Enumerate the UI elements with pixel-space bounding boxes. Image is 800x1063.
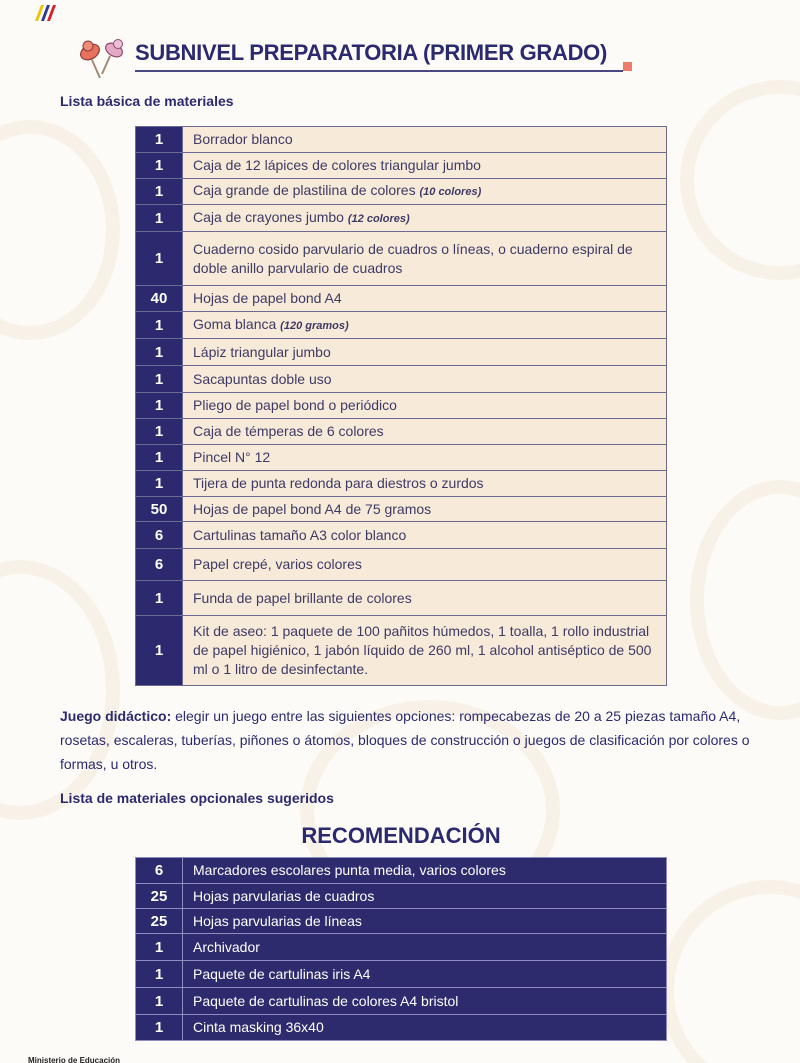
quantity-cell: 6 [136, 858, 183, 884]
quantity-cell: 1 [136, 153, 183, 179]
table-row [136, 1015, 667, 1041]
description-cell: Sacapuntas doble uso [183, 366, 667, 393]
table-row [136, 961, 667, 988]
table-row [136, 445, 667, 471]
table-row [136, 909, 667, 934]
description-cell: Hojas de papel bond A4 de 75 gramos [183, 497, 667, 522]
table-row [136, 522, 667, 549]
table-row [136, 581, 667, 616]
push-pins-icon [78, 36, 128, 80]
title-underline [135, 70, 623, 72]
background-pattern [0, 120, 120, 340]
table-row [136, 205, 667, 232]
description-cell: Cuaderno cosido parvulario de cuadros o líneas, o cuaderno espiral de doble anillo parvulario de cuadros [183, 232, 667, 286]
description-cell: Cinta masking 36x40 [183, 1015, 667, 1041]
quantity-cell: 1 [136, 471, 183, 497]
quantity-cell: 6 [136, 549, 183, 581]
table-row [136, 934, 667, 961]
description-cell: Funda de papel brillante de colores [183, 581, 667, 616]
quantity-cell: 1 [136, 312, 183, 339]
quantity-cell: 1 [136, 988, 183, 1015]
description-cell: Pliego de papel bond o periódico [183, 393, 667, 419]
table-row [136, 858, 667, 884]
quantity-cell: 25 [136, 909, 183, 934]
description-cell: Tijera de punta redonda para diestros o zurdos [183, 471, 667, 497]
description-cell: Lápiz triangular jumbo [183, 339, 667, 366]
table-row [136, 497, 667, 522]
description-cell: Hojas parvularias de cuadros [183, 884, 667, 909]
quantity-cell: 1 [136, 127, 183, 153]
background-pattern [0, 560, 120, 820]
optional-materials-table [135, 857, 667, 1041]
table-row [136, 127, 667, 153]
description-cell: Marcadores escolares punta media, varios colores [183, 858, 667, 884]
table-row [136, 616, 667, 686]
table-row [136, 471, 667, 497]
quantity-cell: 1 [136, 961, 183, 988]
quantity-cell: 40 [136, 286, 183, 312]
table-row [136, 419, 667, 445]
table-row [136, 286, 667, 312]
table-row [136, 339, 667, 366]
quantity-cell: 1 [136, 366, 183, 393]
description-cell: Paquete de cartulinas de colores A4 bristol [183, 988, 667, 1015]
description-cell: Hojas parvularias de líneas [183, 909, 667, 934]
description-cell: Archivador [183, 934, 667, 961]
background-pattern [660, 880, 800, 1063]
note-text: (12 colores) [347, 212, 410, 225]
table-row [136, 988, 667, 1015]
quantity-cell: 1 [136, 581, 183, 616]
quantity-cell: 6 [136, 522, 183, 549]
quantity-cell: 25 [136, 884, 183, 909]
description-cell: Pincel N° 12 [183, 445, 667, 471]
description-cell: Caja de crayones jumbo (12 colores) [183, 205, 667, 232]
quantity-cell: 1 [136, 205, 183, 232]
description-cell: Caja grande de plastilina de colores (10 colores) [183, 179, 667, 205]
quantity-cell: 1 [136, 934, 183, 961]
description-cell: Caja de témperas de 6 colores [183, 419, 667, 445]
quantity-cell: 1 [136, 232, 183, 286]
table-row [136, 393, 667, 419]
juego-text: elegir un juego entre las siguientes opciones: rompecabezas de 20 a 25 piezas tamaño A4, rosetas, escaleras, tuberías, piñones o átomos, bloques de construcción o juegos de clasificación por colores o formas, u otros. [60, 708, 750, 772]
page-title: SUBNIVEL PREPARATORIA (PRIMER GRADO) [135, 40, 608, 65]
description-cell: Kit de aseo: 1 paquete de 100 pañitos húmedos, 1 toalla, 1 rollo industrial de papel higiénico, 1 jabón líquido de 260 ml, 1 alcohol antiséptico de 500 ml o 1 litro de desinfectante. [183, 616, 667, 686]
description-cell: Borrador blanco [183, 127, 667, 153]
description-cell: Hojas de papel bond A4 [183, 286, 667, 312]
description-cell: Papel crepé, varios colores [183, 549, 667, 581]
description-cell: Paquete de cartulinas iris A4 [183, 961, 667, 988]
background-pattern [680, 80, 800, 280]
footer-ministry-text: Ministerio de Educación [28, 1056, 121, 1063]
quantity-cell: 1 [136, 179, 183, 205]
juego-label: Juego didáctico: [60, 708, 172, 724]
description-cell: Cartulinas tamaño A3 color blanco [183, 522, 667, 549]
optional-list-label: Lista de materiales opcionales sugeridos [60, 790, 334, 806]
recommendation-title: RECOMENDACIÓN [301, 823, 501, 848]
quantity-cell: 50 [136, 497, 183, 522]
quantity-cell: 1 [136, 616, 183, 686]
note-text: (120 gramos) [280, 319, 349, 332]
description-cell: Caja de 12 lápices de colores triangular jumbo [183, 153, 667, 179]
quantity-cell: 1 [136, 419, 183, 445]
quantity-cell: 1 [136, 339, 183, 366]
title-accent-square [623, 62, 632, 71]
description-cell: Goma blanca (120 gramos) [183, 312, 667, 339]
table-row [136, 366, 667, 393]
table-row [136, 549, 667, 581]
table-row [136, 232, 667, 286]
quantity-cell: 1 [136, 1015, 183, 1041]
table-row [136, 153, 667, 179]
background-pattern [690, 480, 800, 720]
note-text: (10 colores) [419, 186, 482, 198]
quantity-cell: 1 [136, 393, 183, 419]
basic-materials-table [135, 126, 667, 686]
basic-list-label: Lista básica de materiales [60, 93, 234, 109]
table-row [136, 884, 667, 909]
quantity-cell: 1 [136, 445, 183, 471]
table-row [136, 312, 667, 339]
ministry-logo-icon [33, 5, 57, 21]
table-row [136, 179, 667, 205]
juego-didactico-paragraph [60, 704, 770, 776]
